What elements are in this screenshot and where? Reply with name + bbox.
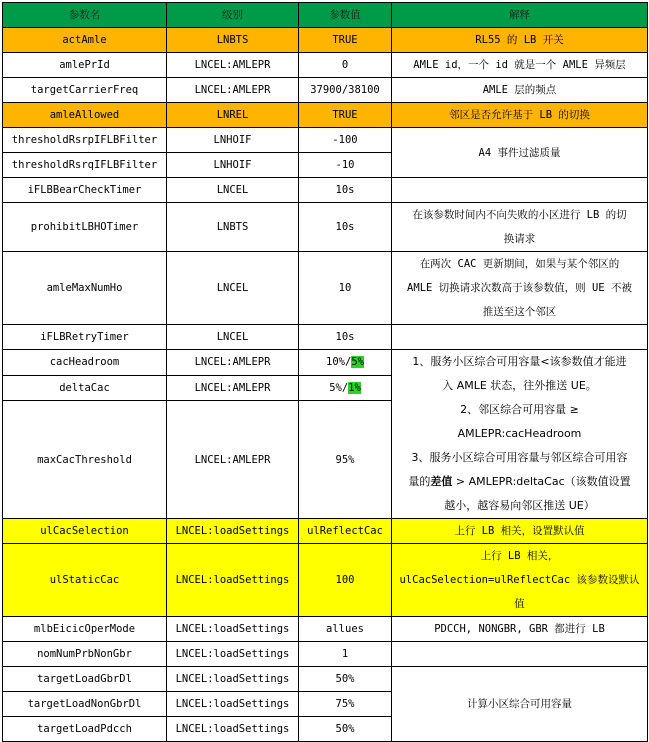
param-level: LNCEL:loadSettings (167, 519, 299, 544)
param-desc: 上行 LB 相关，设置默认值 (392, 519, 648, 544)
desc-line: 值 (514, 598, 525, 610)
param-desc (392, 203, 648, 252)
desc-line: 推送至这个邻区 (482, 306, 557, 318)
desc-line: 在该参数时间内不向失败的小区进行 LB 的切 (412, 209, 627, 221)
param-desc (392, 544, 648, 617)
param-value: 100 (299, 544, 392, 617)
cac-note (392, 350, 648, 519)
param-level: LNCEL:AMLEPR (167, 53, 299, 78)
param-name: amlePrId (3, 53, 167, 78)
param-name: amleAllowed (3, 103, 167, 128)
param-desc: PDCCH, NONGBR, GBR 都进行 LB (392, 617, 648, 642)
param-level: LNBTS (167, 28, 299, 53)
desc-line: 上行 LB 相关， (480, 550, 559, 562)
parameter-table (2, 2, 648, 742)
note-line: 2、邻区综合可用容量 ≥ (460, 403, 579, 416)
param-level: LNCEL:AMLEPR (167, 350, 299, 376)
table-row (3, 203, 648, 252)
table-row (3, 128, 648, 153)
table-row (3, 178, 648, 203)
param-value: 75% (299, 692, 392, 717)
param-level: LNCEL (167, 252, 299, 325)
param-desc (392, 178, 648, 203)
param-level: LNBTS (167, 203, 299, 252)
param-value: ulReflectCac (299, 519, 392, 544)
param-desc (392, 642, 648, 667)
note-line: 越小，越容易向邻区推送 UE） (444, 499, 595, 512)
param-level: LNHOIF (167, 128, 299, 153)
param-value: 10s (299, 203, 392, 252)
table-row (3, 519, 648, 544)
table-row (3, 350, 648, 376)
param-name: targetLoadPdcch (3, 717, 167, 742)
param-value: 37900/38100 (299, 78, 392, 103)
param-desc: AMLE 层的频点 (392, 78, 648, 103)
param-level: LNCEL:loadSettings (167, 692, 299, 717)
header-level: 级别 (167, 3, 299, 28)
param-name: targetLoadGbrDl (3, 667, 167, 692)
param-name: amleMaxNumHo (3, 252, 167, 325)
param-name: nomNumPrbNonGbr (3, 642, 167, 667)
header-value: 参数值 (299, 3, 392, 28)
note-line: 入 AMLE 状态，往外推送 UE。 (442, 379, 597, 392)
param-level: LNCEL:loadSettings (167, 544, 299, 617)
param-value: 1 (299, 642, 392, 667)
table-row (3, 28, 648, 53)
param-value: -100 (299, 128, 392, 153)
param-desc (392, 325, 648, 350)
note-line: 量的差值 > AMLEPR:deltaCac（该数值设置 (408, 475, 631, 488)
note-line: 3、服务小区综合可用容量与邻区综合可用容 (411, 451, 628, 464)
param-value: 50% (299, 667, 392, 692)
param-name: targetCarrierFreq (3, 78, 167, 103)
param-level: LNCEL (167, 178, 299, 203)
param-level: LNHOIF (167, 153, 299, 178)
param-value: -10 (299, 153, 392, 178)
param-value (299, 375, 392, 401)
param-name: targetLoadNonGbrDl (3, 692, 167, 717)
param-desc: 计算小区综合可用容量 (392, 667, 648, 742)
desc-line: AMLE 切换请求次数高于该参数值，则 UE 不被 (407, 282, 632, 294)
desc-line: 换请求 (503, 233, 536, 245)
param-level: LNCEL:AMLEPR (167, 375, 299, 401)
table-row (3, 642, 648, 667)
param-level: LNREL (167, 103, 299, 128)
param-desc: A4 事件过滤质量 (392, 128, 648, 178)
table-row (3, 252, 648, 325)
table-row (3, 53, 648, 78)
highlighted-value: 1% (348, 381, 361, 394)
table-row (3, 78, 648, 103)
param-value: 0 (299, 53, 392, 78)
table-row (3, 617, 648, 642)
bold-text: 差值 (430, 475, 453, 488)
note-line: 1、服务小区综合可用容量<该参数值才能进 (412, 355, 627, 368)
param-value (299, 350, 392, 376)
table-row (3, 103, 648, 128)
note-line: AMLEPR:cacHeadroom (457, 427, 582, 440)
param-desc: AMLE id，一个 id 就是一个 AMLE 异频层 (392, 53, 648, 78)
param-level: LNCEL:loadSettings (167, 717, 299, 742)
param-name: mlbEicicOperMode (3, 617, 167, 642)
param-level: LNCEL:loadSettings (167, 617, 299, 642)
param-value: 10s (299, 325, 392, 350)
param-value: 10s (299, 178, 392, 203)
param-value: 95% (299, 401, 392, 519)
param-level: LNCEL:AMLEPR (167, 401, 299, 519)
param-name: iFLBBearCheckTimer (3, 178, 167, 203)
param-level: LNCEL:loadSettings (167, 667, 299, 692)
param-name: deltaCac (3, 375, 167, 401)
header-description: 解释 (392, 3, 648, 28)
param-name: maxCacThreshold (3, 401, 167, 519)
param-name: thresholdRsrpIFLBFilter (3, 128, 167, 153)
value-part: 10%/ (326, 356, 352, 369)
table-row (3, 667, 648, 692)
param-name: iFLBRetryTimer (3, 325, 167, 350)
param-name: actAmle (3, 28, 167, 53)
desc-line: 在两次 CAC 更新期间，如果与某个邻区的 (419, 258, 620, 270)
header-row (3, 3, 648, 28)
table-row (3, 544, 648, 617)
param-level: LNCEL (167, 325, 299, 350)
highlighted-value: 5% (351, 356, 364, 369)
param-desc: 邻区是否允许基于 LB 的切换 (392, 103, 648, 128)
param-name: prohibitLBHOTimer (3, 203, 167, 252)
param-value: allues (299, 617, 392, 642)
param-name: cacHeadroom (3, 350, 167, 376)
table-row (3, 325, 648, 350)
header-param-name: 参数名 (3, 3, 167, 28)
param-level: LNCEL:AMLEPR (167, 78, 299, 103)
param-name: ulStaticCac (3, 544, 167, 617)
param-name: thresholdRsrqIFLBFilter (3, 153, 167, 178)
param-value: TRUE (299, 103, 392, 128)
param-desc: RL55 的 LB 开关 (392, 28, 648, 53)
param-value: 50% (299, 717, 392, 742)
value-part: 5%/ (329, 381, 349, 394)
param-name: ulCacSelection (3, 519, 167, 544)
param-value: 10 (299, 252, 392, 325)
param-level: LNCEL:loadSettings (167, 642, 299, 667)
param-desc (392, 252, 648, 325)
param-value: TRUE (299, 28, 392, 53)
desc-line: ulCacSelection=ulReflectCac 该参数设默认 (399, 574, 640, 586)
